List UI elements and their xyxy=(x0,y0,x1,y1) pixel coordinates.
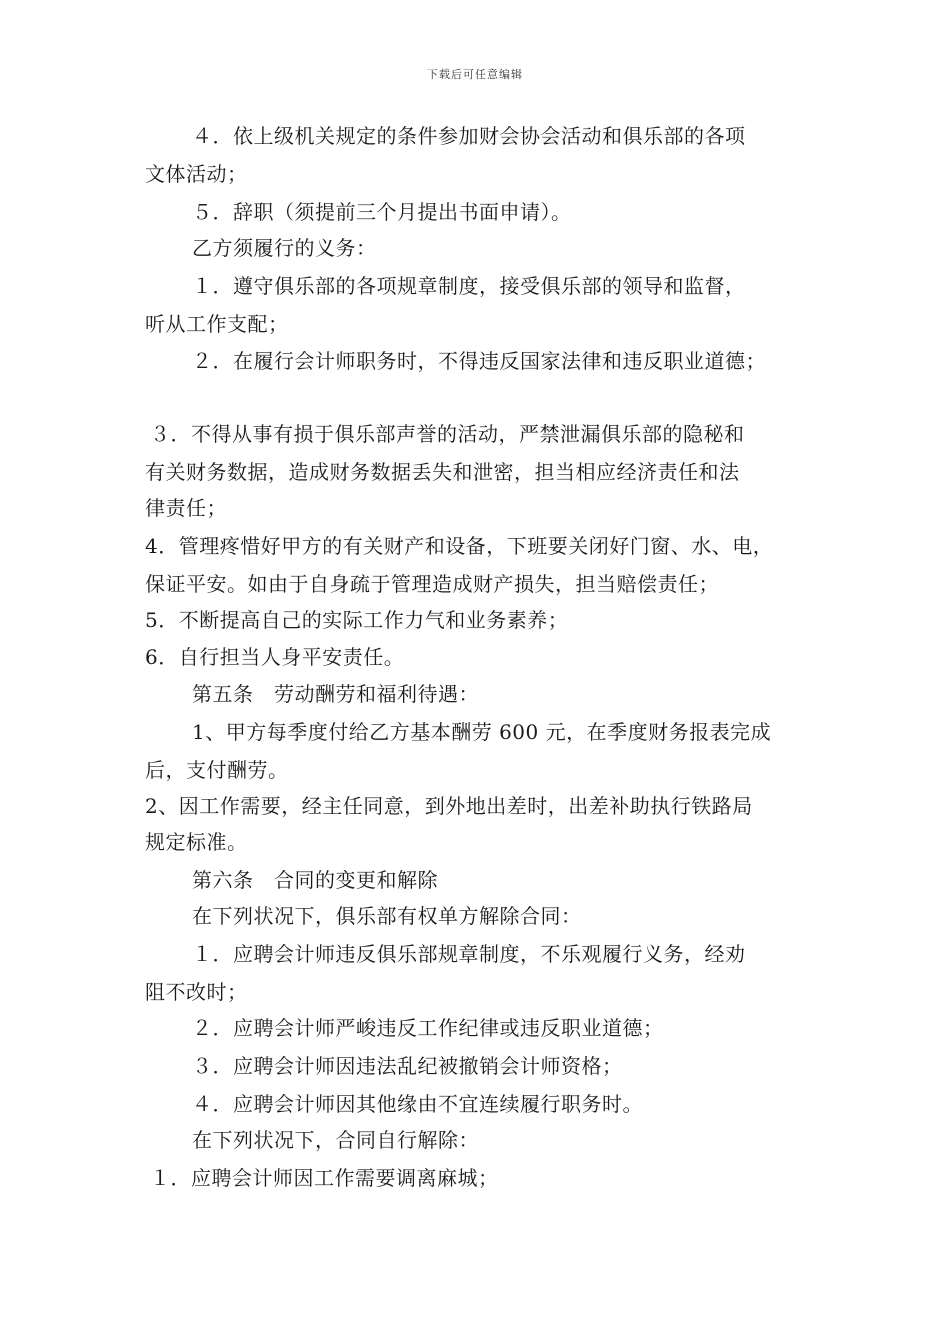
text-line: 在下列状况下，合同自行解除： xyxy=(192,1128,479,1152)
text-line: 乙方须履行的义务： xyxy=(192,236,377,260)
text-line: １．应聘会计师因工作需要调离麻城； xyxy=(150,1166,499,1190)
text-line: 4．管理疼惜好甲方的有关财产和设备，下班要关闭好门窗、水、电， xyxy=(145,534,774,558)
text-line: 1、甲方每季度付给乙方基本酬劳 600 元，在季度财务报表完成 xyxy=(192,720,772,744)
section-heading: 第六条 合同的变更和解除 xyxy=(192,868,438,892)
text-line: 2、因工作需要，经主任同意，到外地出差时，出差补助执行铁路局 xyxy=(145,794,753,818)
section-heading: 第五条 劳动酬劳和福利待遇： xyxy=(192,682,479,706)
text-line: ３．不得从事有损于俱乐部声誉的活动，严禁泄漏俱乐部的隐秘和 xyxy=(150,422,745,446)
text-line: 文体活动； xyxy=(145,162,248,186)
text-line: 阻不改时； xyxy=(145,980,248,1004)
text-line: ２．在履行会计师职务时，不得违反国家法律和违反职业道德； xyxy=(192,349,766,373)
text-line: ４．依上级机关规定的条件参加财会协会活动和俱乐部的各项 xyxy=(192,124,746,148)
text-line: 6．自行担当人身平安责任。 xyxy=(145,645,405,669)
text-line: １．遵守俱乐部的各项规章制度，接受俱乐部的领导和监督， xyxy=(192,274,746,298)
text-line: 5．不断提高自己的实际工作力气和业务素养； xyxy=(145,608,569,632)
text-line: １．应聘会计师违反俱乐部规章制度，不乐观履行义务，经劝 xyxy=(192,942,746,966)
text-line: 听从工作支配； xyxy=(145,312,289,336)
text-line: 有关财务数据，造成财务数据丢失和泄密，担当相应经济责任和法 xyxy=(145,460,740,484)
text-line: 在下列状况下，俱乐部有权单方解除合同： xyxy=(192,904,582,928)
text-line: 规定标准。 xyxy=(145,830,248,854)
text-line: ３．应聘会计师因违法乱纪被撤销会计师资格； xyxy=(192,1054,623,1078)
text-line: 律责任； xyxy=(145,496,227,520)
text-line: ４．应聘会计师因其他缘由不宜连续履行职务时。 xyxy=(192,1092,643,1116)
text-line: ２．应聘会计师严峻违反工作纪律或违反职业道德； xyxy=(192,1016,664,1040)
text-line: 后，支付酬劳。 xyxy=(145,758,289,782)
page-header-note: 下载后可任意编辑 xyxy=(427,68,523,81)
text-line: ５．辞职（须提前三个月提出书面申请）。 xyxy=(192,200,572,224)
text-line: 保证平安。如由于自身疏于管理造成财产损失，担当赔偿责任； xyxy=(145,572,719,596)
